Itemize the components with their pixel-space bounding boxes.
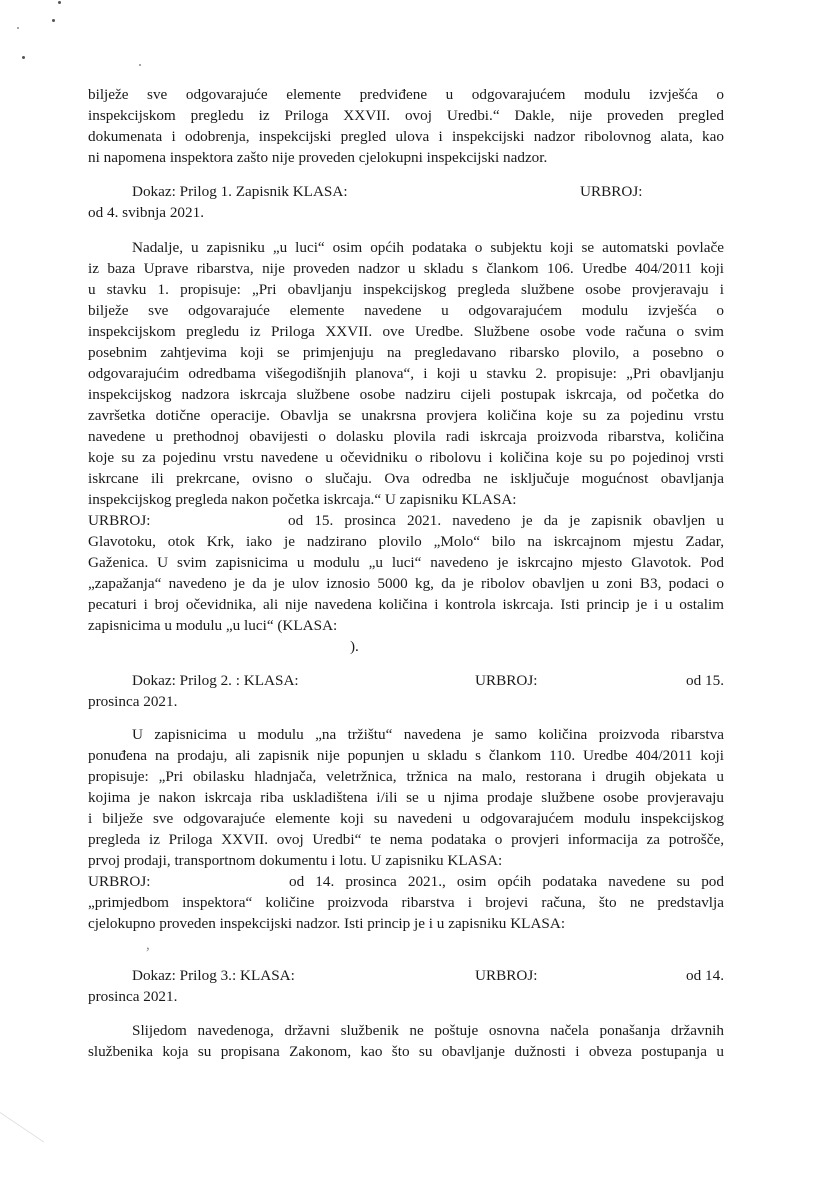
text-line: bilježe sve odgovarajuće elemente predviđene u odgovarajućem modulu izvješća o <box>88 86 724 103</box>
text-line: inspekcijskom pregledu iz Priloga XXVII. ovoj Uredbi.“ Dakle, nije proveden pregled <box>88 107 724 124</box>
text-line: u stavku 1. propisuje: „Pri obavljanju inspekcijskog pregleda službene osobe provjeravaju i <box>88 281 724 298</box>
evidence-3-urbroj: URBROJ: <box>475 967 538 984</box>
text-line: bilježe sve odgovarajuće elemente navedene u odgovarajućem modulu izvješća o <box>88 302 724 319</box>
scan-speck <box>52 19 55 22</box>
evidence-3-date-end: prosinca 2021. <box>88 988 178 1005</box>
text-line: Glavotoku, otok Krk, iako je nadzirano plovilo „Molo“ bilo na iskrcajnom mjestu Zadar, <box>88 533 724 550</box>
scan-speck <box>22 56 25 59</box>
text-line: propisuje: „Pri obilasku hladnjača, veletržnica, tržnica na malo, restorana i drugih objekata u <box>88 768 724 785</box>
scan-speck <box>139 64 141 66</box>
text-line: i bilježe sve odgovarajuće elemente koji su navedeni u odgovarajućem modulu inspekcijskog <box>88 810 724 827</box>
evidence-1-reference: Dokaz: Prilog 1. Zapisnik KLASA: <box>132 183 348 200</box>
text-line: Slijedom navedenoga, državni službenik ne poštuje osnovna načela ponašanja državnih <box>132 1022 724 1039</box>
text-line: inspekcijskog nadzora iskrcaja službene osobe nadziru cijeli postupak iskrcaja, od početka do <box>88 386 724 403</box>
text-line: od 15. prosinca 2021. navedeno je da je zapisnik obavljen u <box>288 512 724 529</box>
evidence-3-date-start: od 14. <box>686 967 724 984</box>
text-line: U zapisnicima u modulu „na tržištu“ navedena je samo količina proizvoda ribarstva <box>132 726 724 743</box>
evidence-3-reference: Dokaz: Prilog 3.: KLASA: <box>132 967 295 984</box>
text-line: „zapažanja“ navedeno je da je ulov iznosio 5000 kg, da je ribolov obavljen u zoni B3, podaci o <box>88 575 724 592</box>
page-fold-mark <box>0 1112 44 1183</box>
text-line: pregleda iz Priloga XXVII. ovoj Uredbi“ te nema podataka o provjeri informacija za potrošče, <box>88 831 724 848</box>
text-line: završetka dotične operacije. Obavlja se unakrsna provjera količina koje su za pojedinu vrstu <box>88 407 724 424</box>
text-line: dokumenata i odobrenja, inspekcijski pregled ulova i inspekcijski nadzor ribolovnog alata, kao <box>88 128 724 145</box>
text-line: kojima je nakon iskrcaja riba uskladištena i/ili se u njima prodaje službene osobe provjeravaju <box>88 789 724 806</box>
evidence-2-date-start: od 15. <box>686 672 724 689</box>
text-line: Gaženica. U svim zapisnicima u modulu „u luci“ navedeno je iskrcajno mjesto Glavotok. Pod <box>88 554 724 571</box>
text-line: ponuđena na prodaju, ali zapisnik nije popunjen u skladu s člankom 110. Uredbe 404/2011 koji <box>88 747 724 764</box>
text-line: Nadalje, u zapisniku „u luci“ osim općih podataka o subjektu koji se automatski povlače <box>132 239 724 256</box>
text-line: koje su za pojedinu vrstu navedene u očevidniku o ribolovu i količina koje su po pojedinoj vrsti <box>88 449 724 466</box>
text-line: službenika koja su propisana Zakonom, kao što su obavljanje dužnosti i obveza postupanja u <box>88 1043 724 1060</box>
text-line: cjelokupno proveden inspekcijski nadzor. Isti princip je i u zapisniku KLASA: <box>88 915 566 932</box>
text-line: iskrcane ili prekrcane, ovisno o slučaju. Ova odredba ne isključuje mogućnost obavljanja <box>88 470 724 487</box>
text-line: posebnim zahtjevima koji se primjenjuju na pregledavano ribarsko plovilo, a posebno o <box>88 344 724 361</box>
text-line: prvoj prodaji, transportnom dokumentu i lotu. U zapisniku KLASA: <box>88 852 503 869</box>
evidence-1-urbroj: URBROJ: <box>580 183 643 200</box>
text-line: ni napomena inspektora zašto nije proveden cjelokupni inspekcijski nadzor. <box>88 149 548 166</box>
urbroj-label: URBROJ: <box>88 512 151 529</box>
text-line: navedene u prethodnoj obavijesti o dolasku plovila radi iskrcaja proizvoda ribarstva, količina <box>88 428 724 445</box>
evidence-2-urbroj: URBROJ: <box>475 672 538 689</box>
text-line: od 14. prosinca 2021., osim općih podataka navedene su pod <box>289 873 724 890</box>
evidence-2-reference: Dokaz: Prilog 2. : KLASA: <box>132 672 299 689</box>
text-line: inspekcijskom pregledu iz Priloga XXVII. ove Uredbe. Službene osobe vode računa o svim <box>88 323 724 340</box>
text-line: inspekcijskog pregleda nakon početka iskrcaja.“ U zapisniku KLASA: <box>88 491 517 508</box>
scan-speck <box>17 27 19 29</box>
closing-parenthesis: ). <box>350 638 359 655</box>
urbroj-label: URBROJ: <box>88 873 151 890</box>
text-line: „primjedbom inspektora“ količine proizvoda ribarstva i brojevi računa, što ne predstavlja <box>88 894 724 911</box>
text-line: iz baza Uprave ribarstva, nije proveden nadzor u skladu s člankom 106. Uredbe 404/2011 koji <box>88 260 724 277</box>
evidence-1-date: od 4. svibnja 2021. <box>88 204 205 221</box>
evidence-2-date-end: prosinca 2021. <box>88 693 178 710</box>
text-line: pecaturi i broj očevidnika, ali nije navedena količina i kontrola iskrcaja. Isti princip je i u ostalim <box>88 596 724 613</box>
text-line: odgovarajućim odredbama višegodišnjih planova“, i koji u stavku 2. propisuje: „Pri obavljanju <box>88 365 724 382</box>
text-line: zapisnicima u modulu „u luci“ (KLASA: <box>88 617 338 634</box>
trailing-mark: , <box>146 936 150 953</box>
scan-speck <box>58 1 61 4</box>
